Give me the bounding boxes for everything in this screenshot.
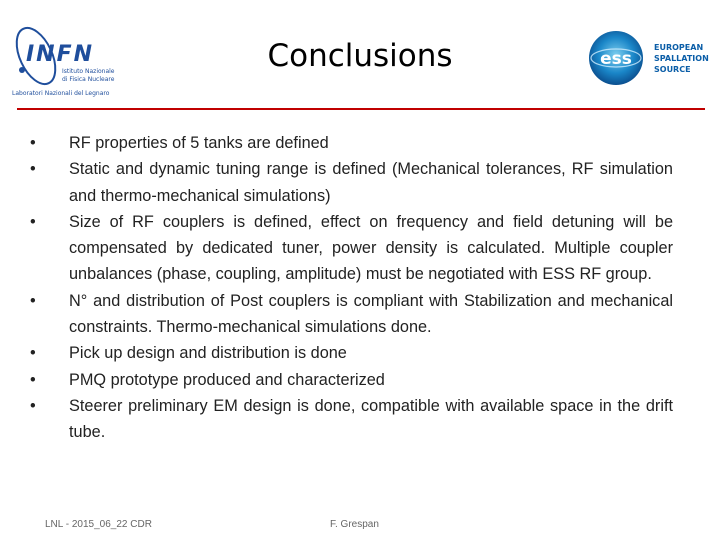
- list-item-text: Size of RF couplers is defined, effect on frequency and field detuning will be compensated by dedicated tuner, power density is calculated. Multiple coupler unbalances (phase, coupling, amplitude) must be negotiated with ESS RF group.: [69, 212, 673, 284]
- list-item-text: N° and distribution of Post couplers is compliant with Stabilization and mechanical constraints. Thermo-mechanical simulations done.: [69, 291, 673, 337]
- infn-subtitle-line: di Fisica Nucleare: [62, 76, 115, 83]
- infn-logo-subtitle: [62, 68, 115, 84]
- infn-logo-text: INFN: [26, 42, 95, 67]
- list-item: [30, 288, 673, 341]
- bullet-icon: •: [30, 212, 36, 231]
- list-item: [30, 393, 673, 446]
- ess-logo-text: [654, 42, 709, 75]
- ess-logo-mark: ess: [600, 49, 632, 69]
- list-item: [30, 209, 673, 288]
- footer-author: F. Grespan: [330, 519, 379, 530]
- list-item-text: PMQ prototype produced and characterized: [69, 370, 385, 389]
- ess-logo-icon: [588, 30, 644, 86]
- header-divider: [17, 108, 705, 110]
- slide-title: Conclusions: [267, 38, 453, 74]
- list-item: [30, 367, 673, 393]
- list-item: [30, 340, 673, 366]
- list-item: [30, 130, 673, 156]
- list-item-text: Pick up design and distribution is done: [69, 344, 347, 363]
- infn-subtitle-line: Istituto Nazionale: [62, 68, 115, 75]
- bullet-icon: •: [30, 291, 36, 310]
- footer-event: LNL - 2015_06_22 CDR: [45, 519, 152, 530]
- bullet-icon: •: [30, 344, 36, 363]
- list-item-text: Static and dynamic tuning range is defined (Mechanical tolerances, RF simulation and thermo-mechanical simulations): [69, 160, 673, 205]
- bullet-icon: •: [30, 396, 36, 415]
- bullet-icon: •: [30, 370, 36, 389]
- bullet-icon: •: [30, 160, 36, 179]
- ess-logo-line: EUROPEAN: [654, 43, 704, 52]
- ess-logo-line: SOURCE: [654, 65, 691, 74]
- list-item-text: RF properties of 5 tanks are defined: [69, 134, 329, 152]
- ess-logo-line: SPALLATION: [654, 54, 709, 63]
- bullet-icon: •: [30, 134, 36, 152]
- list-item: [30, 156, 673, 209]
- infn-lab-name: Laboratori Nazionali del Legnaro: [12, 90, 110, 97]
- bullet-list: [30, 130, 673, 446]
- list-item-text: Steerer preliminary EM design is done, compatible with available space in the drift tube.: [69, 396, 673, 442]
